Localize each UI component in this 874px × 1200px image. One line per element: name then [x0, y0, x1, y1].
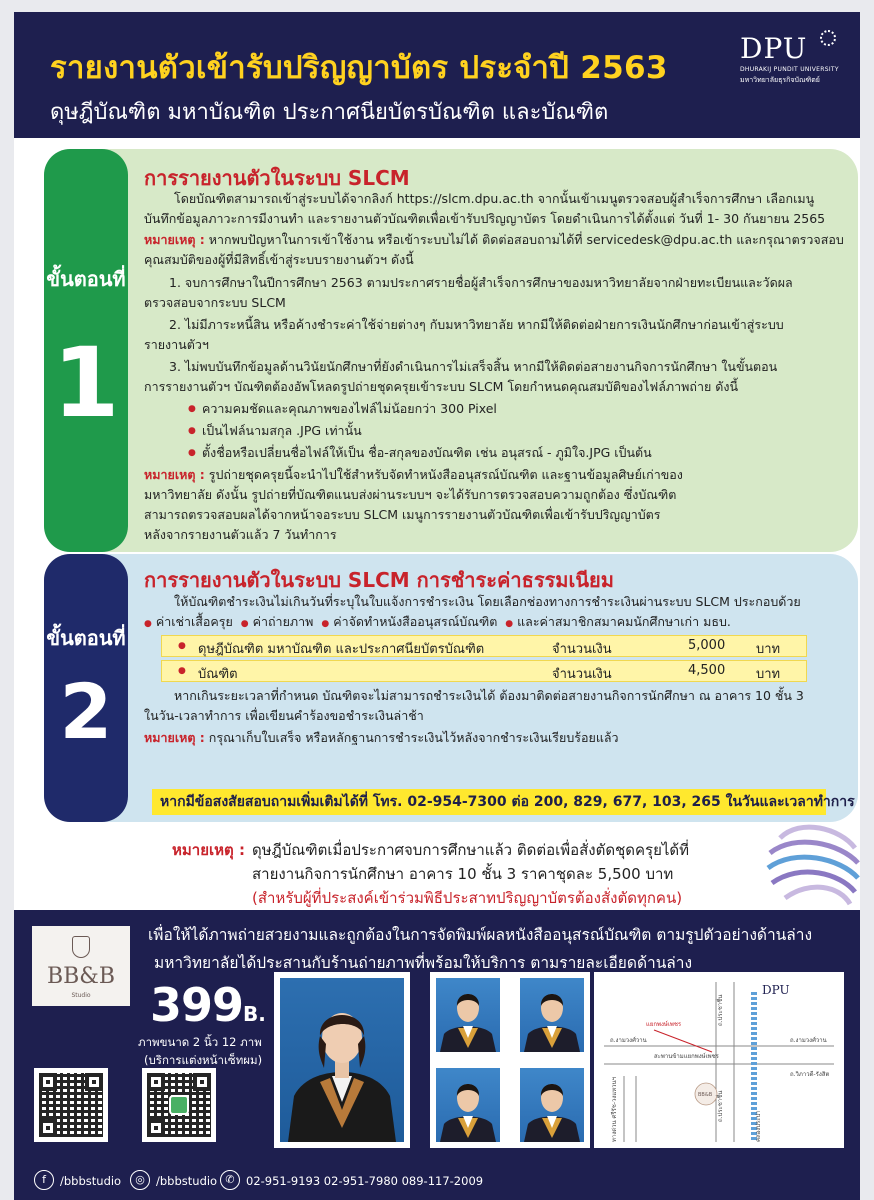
- step1-intro-line2: บันทึกข้อมูลภาวะการมีงานทำ และรายงานตัวบัณฑิตเพื่อเข้ารับปริญญาบัตร โดยดำเนินการได้ตั้งแต่ วันที่ 1- 30 กันยายน 2565: [144, 211, 826, 226]
- gown-note-line2: สายงานกิจการนักศึกษา อาคาร 10 ชั้น 3 ราคาชุดละ 5,500 บาท: [252, 865, 674, 883]
- price-unit: B.: [243, 1002, 266, 1026]
- step2-tab-number: 2: [59, 667, 113, 756]
- qr-pattern: [147, 1073, 211, 1137]
- sample-photo-male: [520, 1068, 584, 1142]
- step1-note2-line1: [144, 465, 683, 485]
- fee-amount-label: จำนวนเงิน: [552, 642, 612, 657]
- bbb-studio-logo: [32, 926, 130, 1006]
- step2-late-line2: ในวัน-เวลาทำการ เพื่อเขียนคำร้องขอชำระเงินล่าช้า: [144, 708, 424, 723]
- phone-icon[interactable]: ✆: [220, 1170, 240, 1190]
- step2-tab: [44, 554, 128, 822]
- step1-note2-text: รูปถ่ายชุดครุยนี้จะนำไปใช้สำหรับจัดทำหนังสืออนุสรณ์บัณฑิต และฐานข้อมูลศิษย์เก่าของ: [204, 467, 683, 482]
- step2-note: [144, 728, 619, 748]
- sample-photo-grid: [430, 972, 590, 1148]
- page-subtitle: ดุษฎีบัณฑิต มหาบัณฑิต ประกาศนียบัตรบัณฑิต และบัณฑิต: [50, 100, 609, 125]
- step1-bullet-1: ● ความคมชัดและคุณภาพของไฟล์ไม่น้อยกว่า 300 Pixel: [202, 399, 497, 419]
- step2-late-line1: หากเกินระยะเวลาที่กำหนด บัณฑิตจะไม่สามารถชำระเงินได้ ต้องมาติดต่อสายงานกิจการนักศึกษา ณ อาคาร 10 ชั้น 3: [174, 688, 804, 703]
- step1-note1-line2: คุณสมบัติของผู้ที่มีสิทธิ์เข้าสู่ระบบรายงานตัวฯ ดังนี้: [144, 252, 414, 267]
- fee-item-1: ค่าเช่าเสื้อครุย: [155, 614, 233, 629]
- header-banner: [14, 12, 860, 138]
- instagram-icon[interactable]: ◎: [130, 1170, 150, 1190]
- fee-item-dot-icon: ●: [505, 619, 514, 629]
- step1-bullet-3: ● ตั้งชื่อหรือเปลี่ยนชื่อไฟล์ให้เป็น ชื่อ-สกุลของบัณฑิต เช่น อนุสรณ์ - ภูมิใจ.JPG เป็นต้น: [202, 443, 652, 463]
- step1-intro-line1: โดยบัณฑิตสามารถเข้าสู่ระบบได้จากลิงก์ https://slcm.dpu.ac.th จากนั้นเข้าเมนูตรวจสอบผู้สำเร็จการศึกษา เลือกเมนู: [174, 191, 815, 206]
- step1-note2-line4: หลังจากรายงานตัวแล้ว 7 วันทำการ: [144, 527, 337, 542]
- fee-item-dot-icon: ●: [144, 619, 152, 629]
- qr-finder: [39, 1119, 57, 1137]
- sample-photo-male: [520, 978, 584, 1052]
- fee-amount: 5,000: [688, 638, 726, 653]
- dpu-logo-th: มหาวิทยาลัยธุรกิจบัณฑิตย์: [740, 76, 820, 84]
- bbb-logo-mark: BB&B: [46, 964, 116, 989]
- map-label: สะพานข้ามแยกพงษ์เพชร: [654, 1053, 719, 1060]
- dpu-logo: [740, 34, 850, 86]
- map-label: ถ.งามวงศ์วาน: [790, 1037, 827, 1044]
- qr-code-map[interactable]: [142, 1068, 216, 1142]
- fee-item-dot-icon: ●: [321, 619, 330, 629]
- facebook-handle[interactable]: /bbbstudio: [60, 1174, 122, 1188]
- qr-finder: [85, 1073, 103, 1091]
- bbb-logo-sub: Studio: [71, 992, 91, 999]
- map-drawing: [594, 972, 844, 1148]
- sample-photo-male: [436, 1068, 500, 1142]
- step1-item2-line2: รายงานตัวฯ: [144, 337, 209, 352]
- map-label: ถ.วิภาวดี-รังสิต: [790, 1071, 830, 1078]
- step1-item1-line1: 1. จบการศึกษาในปีการศึกษา 2563 ตามประกาศรายชื่อผู้สำเร็จการศึกษาของมหาวิทยาลัยจากฝ่ายทะเบียนและวัดผล: [169, 275, 793, 290]
- step1-note2-line3: สามารถตรวจสอบผลได้จากหน้าจอระบบ SLCM เมนูการรายงานตัวบัณฑิตเพื่อเข้ารับปริญญาบัตร: [144, 507, 661, 522]
- step2-note-label: หมายเหตุ :: [144, 730, 205, 745]
- sample-photo-female: [274, 972, 410, 1148]
- fee-unit: บาท: [756, 667, 781, 682]
- gown-note-line1: ดุษฎีบัณฑิตเมื่อประกาศจบการศึกษาแล้ว ติดต่อเพื่อสั่งตัดชุดครุยได้ที่: [252, 841, 690, 859]
- decorative-swirl-icon: [760, 818, 860, 910]
- fee-unit: บาท: [756, 642, 781, 657]
- graduate-female-illustration: [280, 978, 404, 1142]
- step2-heading: การรายงานตัวในระบบ SLCM การชำระค่าธรรมเนียม: [144, 568, 614, 592]
- fee-amount: 4,500: [688, 663, 726, 678]
- sample-photo-male: [436, 978, 500, 1052]
- qr-finder: [147, 1073, 165, 1091]
- step1-item3-line2: การรายงานตัวฯ บัณฑิตต้องอัพโหลดรูปถ่ายชุดครุยเข้าระบบ SLCM โดยกำหนดคุณสมบัติของไฟล์ภาพถ่าย ดังนี้: [144, 379, 739, 394]
- price-detail: ภาพขนาด 2 นิ้ว 12 ภาพ: [138, 1035, 262, 1049]
- step1-heading: การรายงานตัวในระบบ SLCM: [144, 166, 410, 190]
- step1-item1-line2: ตรวจสอบจากระบบ SLCM: [144, 295, 286, 310]
- qr-finder: [39, 1073, 57, 1091]
- step1-note1-text: หากพบปัญหาในการเข้าใช้งาน หรือเข้าระบบไม่ได้ ติดต่อสอบถามได้ที่ servicedesk@dpu.ac.th และกรุณาตรวจสอบ: [204, 232, 844, 247]
- price: [150, 978, 266, 1032]
- step1-note2-label: หมายเหตุ :: [144, 467, 205, 482]
- step1-note2-line2: มหาวิทยาลัย ดังนั้น รูปถ่ายที่บัณฑิตแนบส่งผ่านระบบฯ จะได้รับการตรวจสอบความถูกต้อง ซึ่งบัณฑิต: [144, 487, 677, 502]
- phone-numbers[interactable]: 02-951-9193 02-951-7980 089-117-2009: [246, 1174, 484, 1188]
- dpu-logo-en: DHURAKIJ PUNDIT UNIVERSITY: [740, 66, 839, 73]
- fee-dot-icon: ●: [178, 666, 186, 676]
- dpu-emblem-icon: [820, 30, 836, 46]
- fee-item-4: และค่าสมาชิกสมาคมนักศึกษาเก่า มธบ.: [517, 614, 731, 629]
- dpu-logo-mark: DPU: [740, 32, 808, 65]
- shield-icon: [169, 1095, 189, 1115]
- step2-intro: ให้บัณฑิตชำระเงินไม่เกินวันที่ระบุในใบแจ้งการชำระเงิน โดยเลือกช่องทางการชำระเงินผ่านระบบ SLCM ประกอบด้วย: [174, 594, 801, 609]
- map-label: ถ.ประชาชื่น: [717, 1090, 724, 1122]
- map-label: คลองประปา: [755, 1110, 762, 1142]
- gown-note-line3: (สำหรับผู้ที่ประสงค์เข้าร่วมพิธีประสาทปริญญาบัตรต้องสั่งตัดทุกคน): [252, 889, 683, 907]
- qr-finder: [193, 1073, 211, 1091]
- step1-bullet-2: ● เป็นไฟล์นามสกุล .JPG เท่านั้น: [202, 421, 362, 441]
- qr-code-line[interactable]: [34, 1068, 108, 1142]
- step2-tab-label: ขั้นตอนที่: [46, 626, 126, 650]
- step1-note1-line1: [144, 230, 844, 250]
- step1-item3-line1: 3. ไม่พบบันทึกข้อมูลด้านวินัยนักศึกษาที่ยังดำเนินการไม่เสร็จสิ้น หากมีให้ติดต่อสายงานกิจการนักศึกษา ในขั้นตอน: [169, 359, 778, 374]
- gown-note-label: หมายเหตุ :: [172, 841, 245, 859]
- step1-tab-number: 1: [52, 327, 120, 439]
- map-label: แยกพงษ์เพชร: [646, 1021, 682, 1028]
- fee-dot-icon: ●: [178, 641, 186, 651]
- fee-row-graduate: [161, 635, 807, 657]
- location-map[interactable]: [594, 972, 844, 1148]
- photo-background: [280, 978, 404, 1142]
- footer-line2: มหาวิทยาลัยได้ประสานกับร้านถ่ายภาพที่พร้อมให้บริการ ตามรายละเอียดด้านล่าง: [154, 954, 693, 972]
- step2-note-text: กรุณาเก็บใบเสร็จ หรือหลักฐานการชำระเงินไว้หลังจากชำระเงินเรียบร้อยแล้ว: [204, 730, 619, 745]
- step1-tab: [44, 149, 128, 552]
- footer-banner: [14, 910, 860, 1200]
- map-label: ถ.ประชาชื่น: [717, 994, 724, 1026]
- step2-fee-items: [144, 612, 731, 634]
- instagram-handle[interactable]: /bbbstudio: [156, 1174, 218, 1188]
- map-label: ถ.งามวงศ์วาน: [610, 1037, 647, 1044]
- contact-bar: หากมีข้อสงสัยสอบถามเพิ่มเติมได้ที่ โทร. 02-954-7300 ต่อ 200, 829, 677, 103, 265 ในวันและเวลาทำการ: [152, 789, 826, 815]
- fee-amount-label: จำนวนเงิน: [552, 667, 612, 682]
- fee-item-2: ค่าถ่ายภาพ: [252, 614, 314, 629]
- step1-note-label: หมายเหตุ :: [144, 232, 205, 247]
- crest-icon: [72, 936, 90, 958]
- step1-item2-line1: 2. ไม่มีภาระหนี้สิน หรือค้างชำระค่าใช้จ่ายต่างๆ กับมหาวิทยาลัย หากมีให้ติดต่อฝ่ายการเงินนักศึกษาก่อนเข้าสู่ระบบ: [169, 317, 784, 332]
- price-detail-2: (บริการแต่งหน้าเซ็ทผม): [144, 1053, 263, 1067]
- map-label: ทางด่วน ศรีรัช-วงแหวนฯ: [611, 1077, 618, 1142]
- step1-tab-label: ขั้นตอนที่: [46, 267, 126, 291]
- fee-item-dot-icon: ●: [240, 619, 249, 629]
- facebook-icon[interactable]: f: [34, 1170, 54, 1190]
- fee-level: บัณฑิต: [198, 667, 238, 682]
- fee-level: ดุษฎีบัณฑิต มหาบัณฑิต และประกาศนียบัตรบัณฑิต: [198, 642, 485, 657]
- poster: [14, 12, 860, 1200]
- qr-pattern: [39, 1073, 103, 1137]
- footer-line1: เพื่อให้ได้ภาพถ่ายสวยงามและถูกต้องในการจัดพิมพ์ผลหนังสืออนุสรณ์บัณฑิต ตามรูปตัวอย่างด้านล่าง: [148, 926, 813, 944]
- map-dpu-label: DPU: [762, 983, 790, 997]
- qr-finder: [147, 1119, 165, 1137]
- price-value: 399: [150, 978, 244, 1032]
- page-title: รายงานตัวเข้ารับปริญญาบัตร ประจำปี 2563: [50, 50, 668, 86]
- fee-item-3: ค่าจัดทำหนังสืออนุสรณ์บัณฑิต: [333, 614, 498, 629]
- fee-row-bachelor: [161, 660, 807, 682]
- map-label: BB&B: [698, 1092, 713, 1098]
